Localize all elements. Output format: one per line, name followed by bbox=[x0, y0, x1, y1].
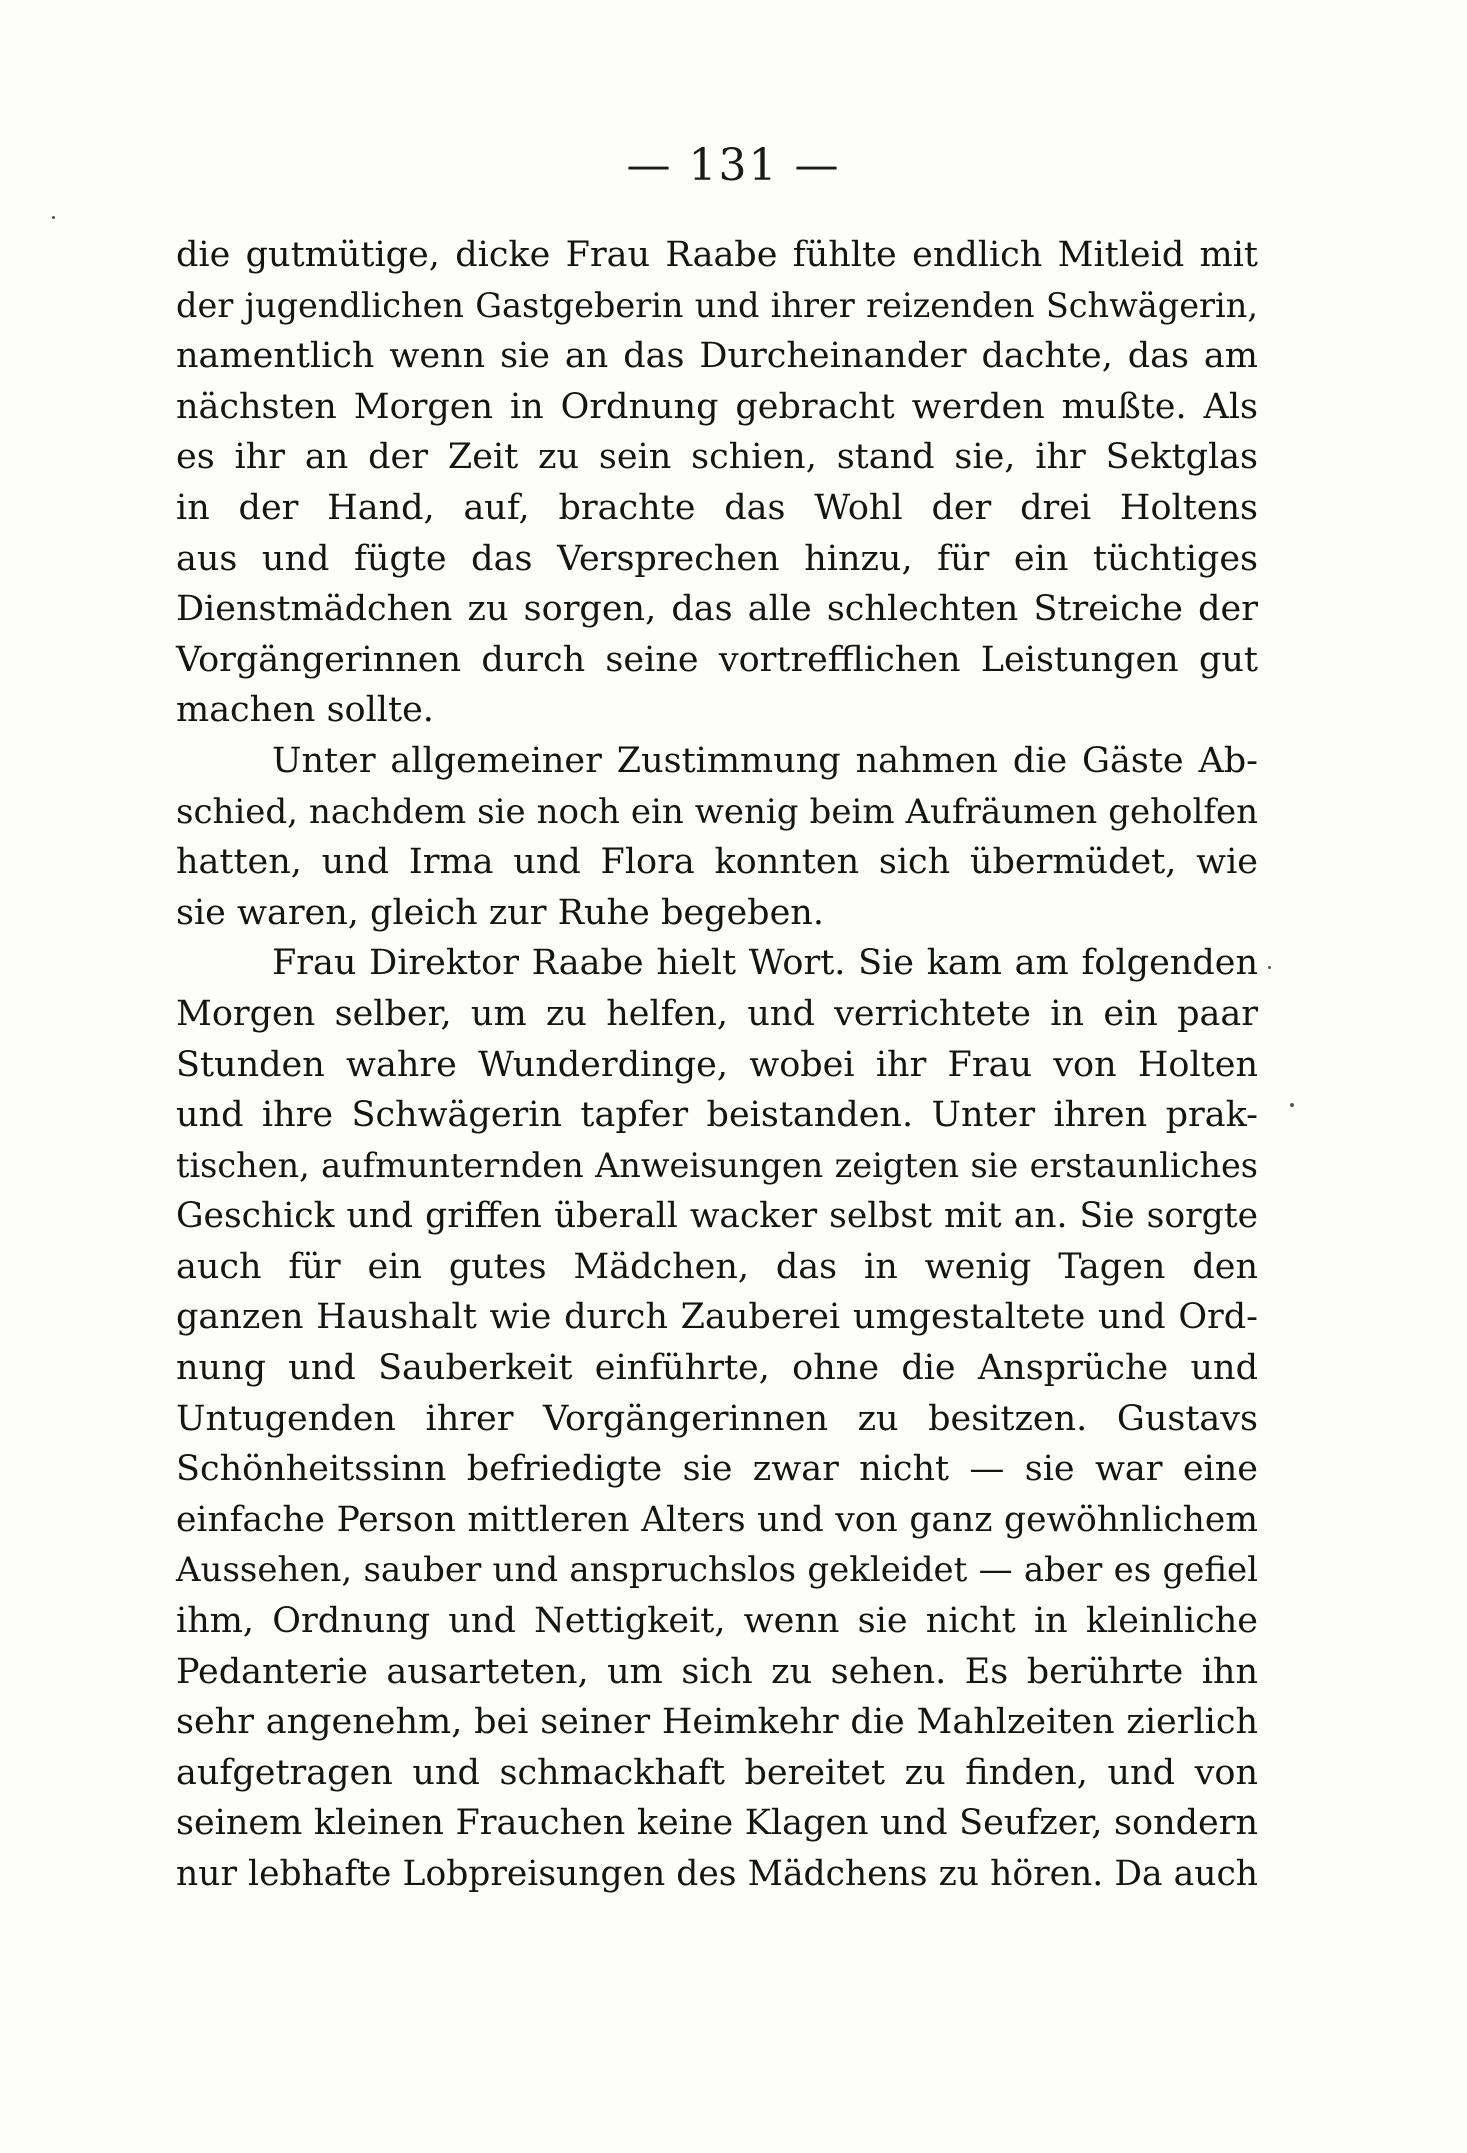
text-line: hatten, und Irma und Flora konnten sich übermüdet, wie bbox=[176, 842, 1258, 883]
text-line: Pedanterie ausarteten, um sich zu sehen. Es berührte ihn bbox=[176, 1651, 1258, 1692]
text-line: namentlich wenn sie an das Durcheinander dachte, das am bbox=[176, 336, 1258, 377]
text-line: und ihre Schwägerin tapfer beistanden. Unter ihren prak- bbox=[176, 1095, 1258, 1136]
text-line: Schönheitssinn befriedigte sie zwar nicht — sie war eine bbox=[176, 1449, 1258, 1490]
text-line: Vorgängerinnen durch seine vortrefflichen Leistungen gut bbox=[176, 639, 1258, 680]
text-line: einfache Person mittleren Alters und von ganz gewöhnlichem bbox=[176, 1499, 1258, 1540]
text-line: tischen, aufmunternden Anweisungen zeigten sie erstaunliches bbox=[176, 1145, 1258, 1185]
text-line: aus und fügte das Versprechen hinzu, für ein tüchtiges bbox=[176, 538, 1258, 579]
paragraph-start-line: Unter allgemeiner Zustimmung nahmen die Gäste Ab- bbox=[272, 740, 1258, 781]
text-line: nächsten Morgen in Ordnung gebracht werden mußte. Als bbox=[176, 386, 1258, 427]
paragraph-end-line: sie waren, gleich zur Ruhe begeben. bbox=[176, 892, 824, 933]
scan-speck bbox=[1290, 1103, 1294, 1107]
body-text bbox=[176, 230, 1258, 1900]
text-line: in der Hand, auf, brachte das Wohl der drei Holtens bbox=[176, 487, 1258, 528]
text-line: Morgen selber, um zu helfen, und verrichtete in ein paar bbox=[176, 993, 1258, 1034]
text-line: Dienstmädchen zu sorgen, das alle schlechten Streiche der bbox=[176, 589, 1258, 630]
text-line: Aussehen, sauber und anspruchslos gekleidet — aber es gefiel bbox=[176, 1550, 1258, 1591]
paragraph-end-line: machen sollte. bbox=[176, 690, 434, 731]
text-line: nung und Sauberkeit einführte, ohne die Ansprüche und bbox=[176, 1348, 1258, 1389]
text-line: nur lebhafte Lobpreisungen des Mädchens zu hören. Da auch bbox=[176, 1854, 1258, 1894]
text-line: die gutmütige, dicke Frau Raabe fühlte endlich Mitleid mit bbox=[176, 235, 1258, 275]
text-line: es ihr an der Zeit zu sein schien, stand sie, ihr Sektglas bbox=[176, 437, 1258, 478]
text-line: aufgetragen und schmackhaft bereitet zu finden, und von bbox=[176, 1752, 1258, 1793]
scan-speck bbox=[1268, 966, 1271, 969]
scan-speck bbox=[52, 216, 55, 219]
text-line: Stunden wahre Wunderdinge, wobei ihr Frau von Holten bbox=[176, 1044, 1258, 1085]
text-line: sehr angenehm, bei seiner Heimkehr die Mahlzeiten zierlich bbox=[176, 1702, 1258, 1743]
text-line: schied, nachdem sie noch ein wenig beim Aufräumen geholfen bbox=[176, 791, 1258, 832]
text-line: ganzen Haushalt wie durch Zauberei umgestaltete und Ord- bbox=[176, 1297, 1258, 1338]
text-line: Untugenden ihrer Vorgängerinnen zu besitzen. Gustavs bbox=[176, 1398, 1258, 1439]
text-line: der jugendlichen Gastgeberin und ihrer reizenden Schwägerin, bbox=[176, 285, 1258, 325]
text-line: Geschick und griffen überall wacker selbst mit an. Sie sorgte bbox=[176, 1196, 1258, 1237]
text-line: auch für ein gutes Mädchen, das in wenig Tagen den bbox=[176, 1246, 1258, 1287]
paragraph-start-line: Frau Direktor Raabe hielt Wort. Sie kam am folgenden bbox=[272, 943, 1258, 984]
page-number: — 131 — bbox=[626, 140, 841, 191]
text-line: seinem kleinen Frauchen keine Klagen und Seufzer, sondern bbox=[176, 1803, 1258, 1844]
text-line: ihm, Ordnung und Nettigkeit, wenn sie nicht in kleinliche bbox=[176, 1601, 1258, 1642]
